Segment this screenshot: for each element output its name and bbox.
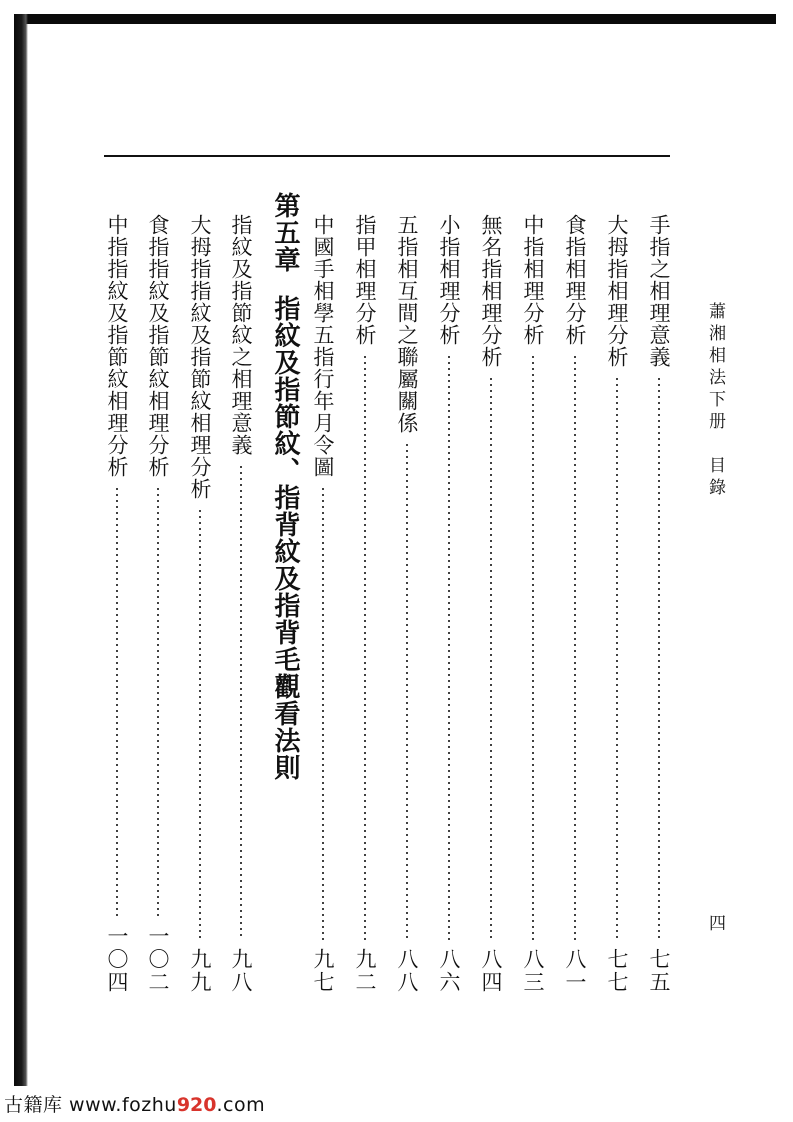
toc-entry-title: 中國手相學五指行年月令圖	[311, 214, 335, 478]
dot-leader	[240, 464, 242, 940]
toc-entry[interactable]	[476, 214, 506, 994]
chapter-heading[interactable]	[264, 192, 304, 781]
scan-top-border	[14, 14, 776, 24]
dot-leader	[199, 508, 201, 940]
toc-entry-title: 食指指紋及指節紋相理分析	[146, 214, 170, 478]
toc-entry-title: 大拇指相理分析	[605, 214, 629, 368]
toc-entry-title: 大拇指指紋及指節紋相理分析	[188, 214, 212, 500]
toc-entry[interactable]	[602, 214, 632, 994]
dot-leader	[116, 486, 118, 917]
chapter-title: 指紋及指節紋、指背紋及指背毛觀看法則	[270, 295, 300, 781]
site-watermark	[4, 1090, 265, 1117]
running-header-title: 蕭湘相法下册 目錄	[705, 302, 725, 500]
toc-entry-page: 七五	[647, 948, 671, 994]
toc-entry[interactable]	[226, 214, 256, 994]
dot-leader	[574, 354, 576, 940]
toc-entry-title: 中指相理分析	[521, 214, 545, 346]
toc-entry-page: 八一	[563, 948, 587, 994]
watermark-suffix: .com	[216, 1094, 266, 1116]
scan-left-edge	[14, 14, 28, 1086]
toc-entry-title: 指紋及指節紋之相理意義	[229, 214, 253, 456]
toc-entry-page: 九八	[229, 948, 253, 994]
toc-entry-page: 九九	[188, 948, 212, 994]
dot-leader	[448, 354, 450, 940]
toc-entry-page: 九二	[353, 948, 377, 994]
dot-leader	[532, 354, 534, 940]
watermark-number: 920	[176, 1094, 217, 1116]
toc-entry-title: 中指指紋及指節紋相理分析	[105, 214, 129, 478]
toc-entry-page: 八四	[479, 948, 503, 994]
dot-leader	[157, 486, 159, 917]
toc-entry[interactable]	[102, 214, 132, 994]
toc-entry[interactable]	[644, 214, 674, 994]
dot-leader	[616, 376, 618, 940]
toc-entry-page: 九七	[311, 948, 335, 994]
dot-leader	[658, 376, 660, 940]
toc-entry[interactable]	[434, 214, 464, 994]
toc-entry[interactable]	[143, 214, 173, 994]
toc-entry-page: 一〇二	[146, 925, 170, 994]
toc-entry[interactable]	[185, 214, 215, 994]
toc-entry-page: 一〇四	[105, 925, 129, 994]
toc-entry-title: 小指相理分析	[437, 214, 461, 346]
toc-entry-title: 五指相互間之聯屬關係	[395, 214, 419, 434]
chapter-number: 第五章	[270, 192, 300, 273]
toc-entry[interactable]	[392, 214, 422, 994]
toc-entry-page: 七七	[605, 948, 629, 994]
toc-entry[interactable]	[560, 214, 590, 994]
dot-leader	[490, 376, 492, 940]
dot-leader	[364, 354, 366, 940]
toc-entry-title: 食指相理分析	[563, 214, 587, 346]
toc-entry-title: 指甲相理分析	[353, 214, 377, 346]
header-rule	[104, 155, 670, 157]
toc-entry-page: 八三	[521, 948, 545, 994]
watermark-prefix: 古籍库 www.fozhu	[4, 1094, 177, 1116]
dot-leader	[322, 486, 324, 940]
toc-entry-title: 無名指相理分析	[479, 214, 503, 368]
toc-entry-title: 手指之相理意義	[647, 214, 671, 368]
toc-entry[interactable]	[350, 214, 380, 994]
toc-entry[interactable]	[308, 214, 338, 994]
toc-entry[interactable]	[518, 214, 548, 994]
toc-entry-page: 八八	[395, 948, 419, 994]
toc-entry-page: 八六	[437, 948, 461, 994]
dot-leader	[406, 442, 408, 940]
running-header-page-number: 四	[705, 914, 725, 931]
